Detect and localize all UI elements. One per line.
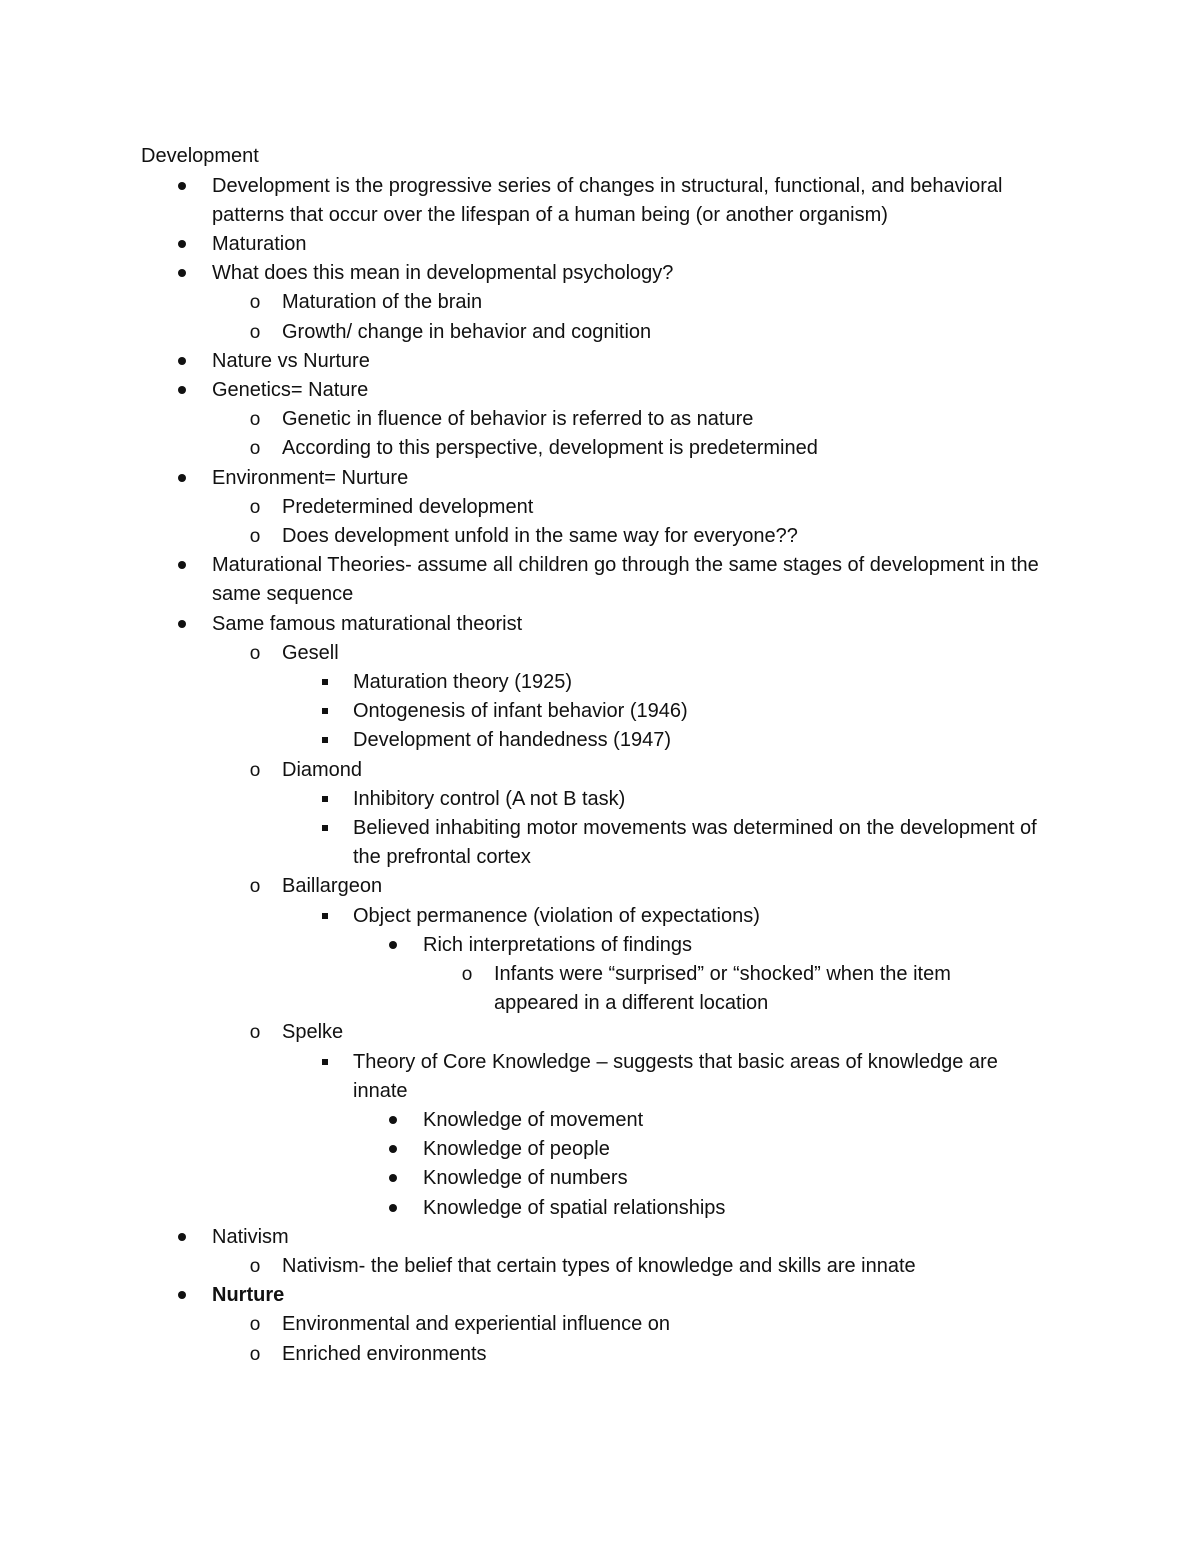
bullet-circle-icon: o — [249, 525, 261, 547]
bullet-dot-icon — [172, 259, 192, 288]
outline-item-text: Predetermined development — [282, 495, 534, 518]
outline-item-text: According to this perspective, development is predetermined — [282, 437, 818, 460]
outline-item-level-2 — [249, 318, 1062, 347]
outline-item-level-3 — [353, 1048, 1053, 1106]
outline-item-level-1 — [212, 1223, 1062, 1252]
outline-item-text: What does this mean in developmental psychology? — [212, 262, 674, 285]
outline-item-level-4 — [423, 1164, 1053, 1193]
bullet-dot-icon — [172, 610, 192, 639]
outline-item-text: Theory of Core Knowledge – suggests that basic areas of knowledge are innate — [353, 1050, 998, 1102]
outline-item-text: Gesell — [282, 641, 339, 664]
outline-item-text: Spelke — [282, 1021, 344, 1044]
bullet-circle-icon: o — [249, 496, 261, 518]
outline-item-level-1 — [212, 230, 1062, 259]
outline-item-text: Nurture — [212, 1284, 285, 1307]
outline-item-level-1 — [212, 259, 1062, 288]
outline-item-text: Inhibitory control (A not B task) — [353, 787, 626, 810]
bullet-square-icon — [315, 1048, 335, 1077]
outline-item-text: Infants were “surprised” or “shocked” when the item appeared in a different location — [494, 962, 951, 1015]
bullet-dot-icon — [383, 1106, 403, 1135]
outline-item-level-2 — [249, 1018, 1062, 1047]
bullet-square-icon — [315, 726, 335, 755]
outline-item-text: Nativism — [212, 1225, 289, 1248]
bullet-circle-icon: o — [249, 321, 261, 343]
outline-item-text: Development of handedness (1947) — [353, 729, 671, 752]
bullet-circle-icon: o — [249, 409, 261, 431]
outline-item-level-5 — [461, 960, 1014, 1018]
outline-item-level-3 — [353, 726, 1053, 755]
outline-item-text: Nature vs Nurture — [212, 349, 370, 372]
outline-item-text: Diamond — [282, 758, 363, 781]
outline-item-level-2 — [249, 434, 1062, 463]
bullet-circle-icon: o — [249, 759, 261, 781]
outline-item-text: Maturation theory (1925) — [353, 670, 573, 693]
document-title: Development — [141, 145, 259, 167]
outline-item-level-4 — [423, 931, 1053, 960]
bullet-dot-icon — [383, 1135, 403, 1164]
outline-item-level-2 — [249, 1252, 1062, 1281]
outline-item-level-1 — [212, 610, 1062, 639]
outline-item-level-1 — [212, 551, 1062, 609]
outline-item-text: Knowledge of people — [423, 1138, 610, 1161]
bullet-square-icon — [315, 902, 335, 931]
bullet-dot-icon — [172, 1281, 192, 1310]
bullet-circle-icon: o — [249, 642, 261, 664]
outline-item-text: Knowledge of spatial relationships — [423, 1196, 726, 1219]
bullet-square-icon — [315, 785, 335, 814]
bullet-dot-icon — [383, 1164, 403, 1193]
outline-item-text: Believed inhabiting motor movements was determined on the development of the prefrontal cortex — [353, 816, 1037, 869]
outline-item-text: Genetics= Nature — [212, 378, 369, 401]
outline-item-level-2 — [249, 1340, 1062, 1369]
outline-item-text: Enriched environments — [282, 1342, 487, 1365]
outline-item-text: Development is the progressive series of changes in structural, functional, and behavioral patterns that occur over the lifespan of a human being (or another organism) — [212, 174, 1003, 226]
bullet-square-icon — [315, 697, 335, 726]
outline-item-text: Knowledge of movement — [423, 1108, 644, 1131]
outline-item-level-2 — [249, 522, 1062, 551]
bullet-square-icon — [315, 668, 335, 697]
outline-item-level-3 — [353, 814, 1053, 872]
bullet-dot-icon — [172, 1223, 192, 1252]
bullet-circle-icon: o — [249, 292, 261, 314]
bullet-circle-icon: o — [249, 1314, 261, 1336]
outline-item-text: Ontogenesis of infant behavior (1946) — [353, 700, 688, 723]
outline-item-text: Environmental and experiential influence on — [282, 1313, 671, 1336]
outline-item-level-2 — [249, 872, 1062, 901]
outline-item-level-2 — [249, 1310, 1062, 1339]
outline-item-level-2 — [249, 639, 1062, 668]
bullet-dot-icon — [172, 172, 192, 201]
outline-item-text: Same famous maturational theorist — [212, 612, 523, 635]
outline-item-level-2 — [249, 493, 1062, 522]
outline-item-text: Nativism- the belief that certain types of knowledge and skills are innate — [282, 1254, 916, 1277]
outline-item-text: Genetic in fluence of behavior is referred to as nature — [282, 408, 754, 431]
bullet-circle-icon: o — [249, 438, 261, 460]
outline-item-text: Maturation of the brain — [282, 291, 483, 314]
bullet-circle-icon: o — [249, 876, 261, 898]
bullet-dot-icon — [172, 347, 192, 376]
outline-item-level-1 — [212, 172, 1062, 230]
bullet-dot-icon — [172, 464, 192, 493]
outline-item-level-1 — [212, 376, 1062, 405]
bullet-dot-icon — [172, 551, 192, 580]
outline-item-level-1 — [212, 1281, 1062, 1310]
outline-item-level-4 — [423, 1106, 1053, 1135]
outline-item-level-2 — [249, 288, 1062, 317]
bullet-dot-icon — [172, 376, 192, 405]
bullet-circle-icon: o — [249, 1343, 261, 1365]
bullet-dot-icon — [172, 230, 192, 259]
outline-item-text: Maturational Theories- assume all children go through the same stages of development in the same sequence — [212, 554, 1039, 606]
bullet-dot-icon — [383, 1194, 403, 1223]
outline-item-level-2 — [249, 756, 1062, 785]
outline-item-text: Maturation — [212, 232, 307, 255]
outline-item-text: Environment= Nurture — [212, 466, 409, 489]
bullet-square-icon — [315, 814, 335, 843]
outline-item-level-3 — [353, 697, 1053, 726]
outline-item-level-3 — [353, 785, 1053, 814]
outline-item-level-2 — [249, 405, 1062, 434]
bullet-dot-icon — [383, 931, 403, 960]
outline-item-level-1 — [212, 464, 1062, 493]
bullet-circle-icon: o — [461, 963, 473, 985]
outline-item-text: Growth/ change in behavior and cognition — [282, 320, 652, 343]
outline-item-text: Rich interpretations of findings — [423, 933, 693, 956]
outline-item-level-1 — [212, 347, 1062, 376]
outline-item-level-4 — [423, 1194, 1053, 1223]
outline-item-text: Knowledge of numbers — [423, 1167, 628, 1190]
outline-item-text: Object permanence (violation of expectations) — [353, 904, 760, 927]
outline-item-level-3 — [353, 902, 1053, 931]
bullet-circle-icon: o — [249, 1022, 261, 1044]
outline-item-text: Baillargeon — [282, 875, 383, 898]
outline-item-text: Does development unfold in the same way for everyone?? — [282, 524, 798, 547]
outline-item-level-4 — [423, 1135, 1053, 1164]
bullet-circle-icon: o — [249, 1255, 261, 1277]
outline-item-level-3 — [353, 668, 1053, 697]
